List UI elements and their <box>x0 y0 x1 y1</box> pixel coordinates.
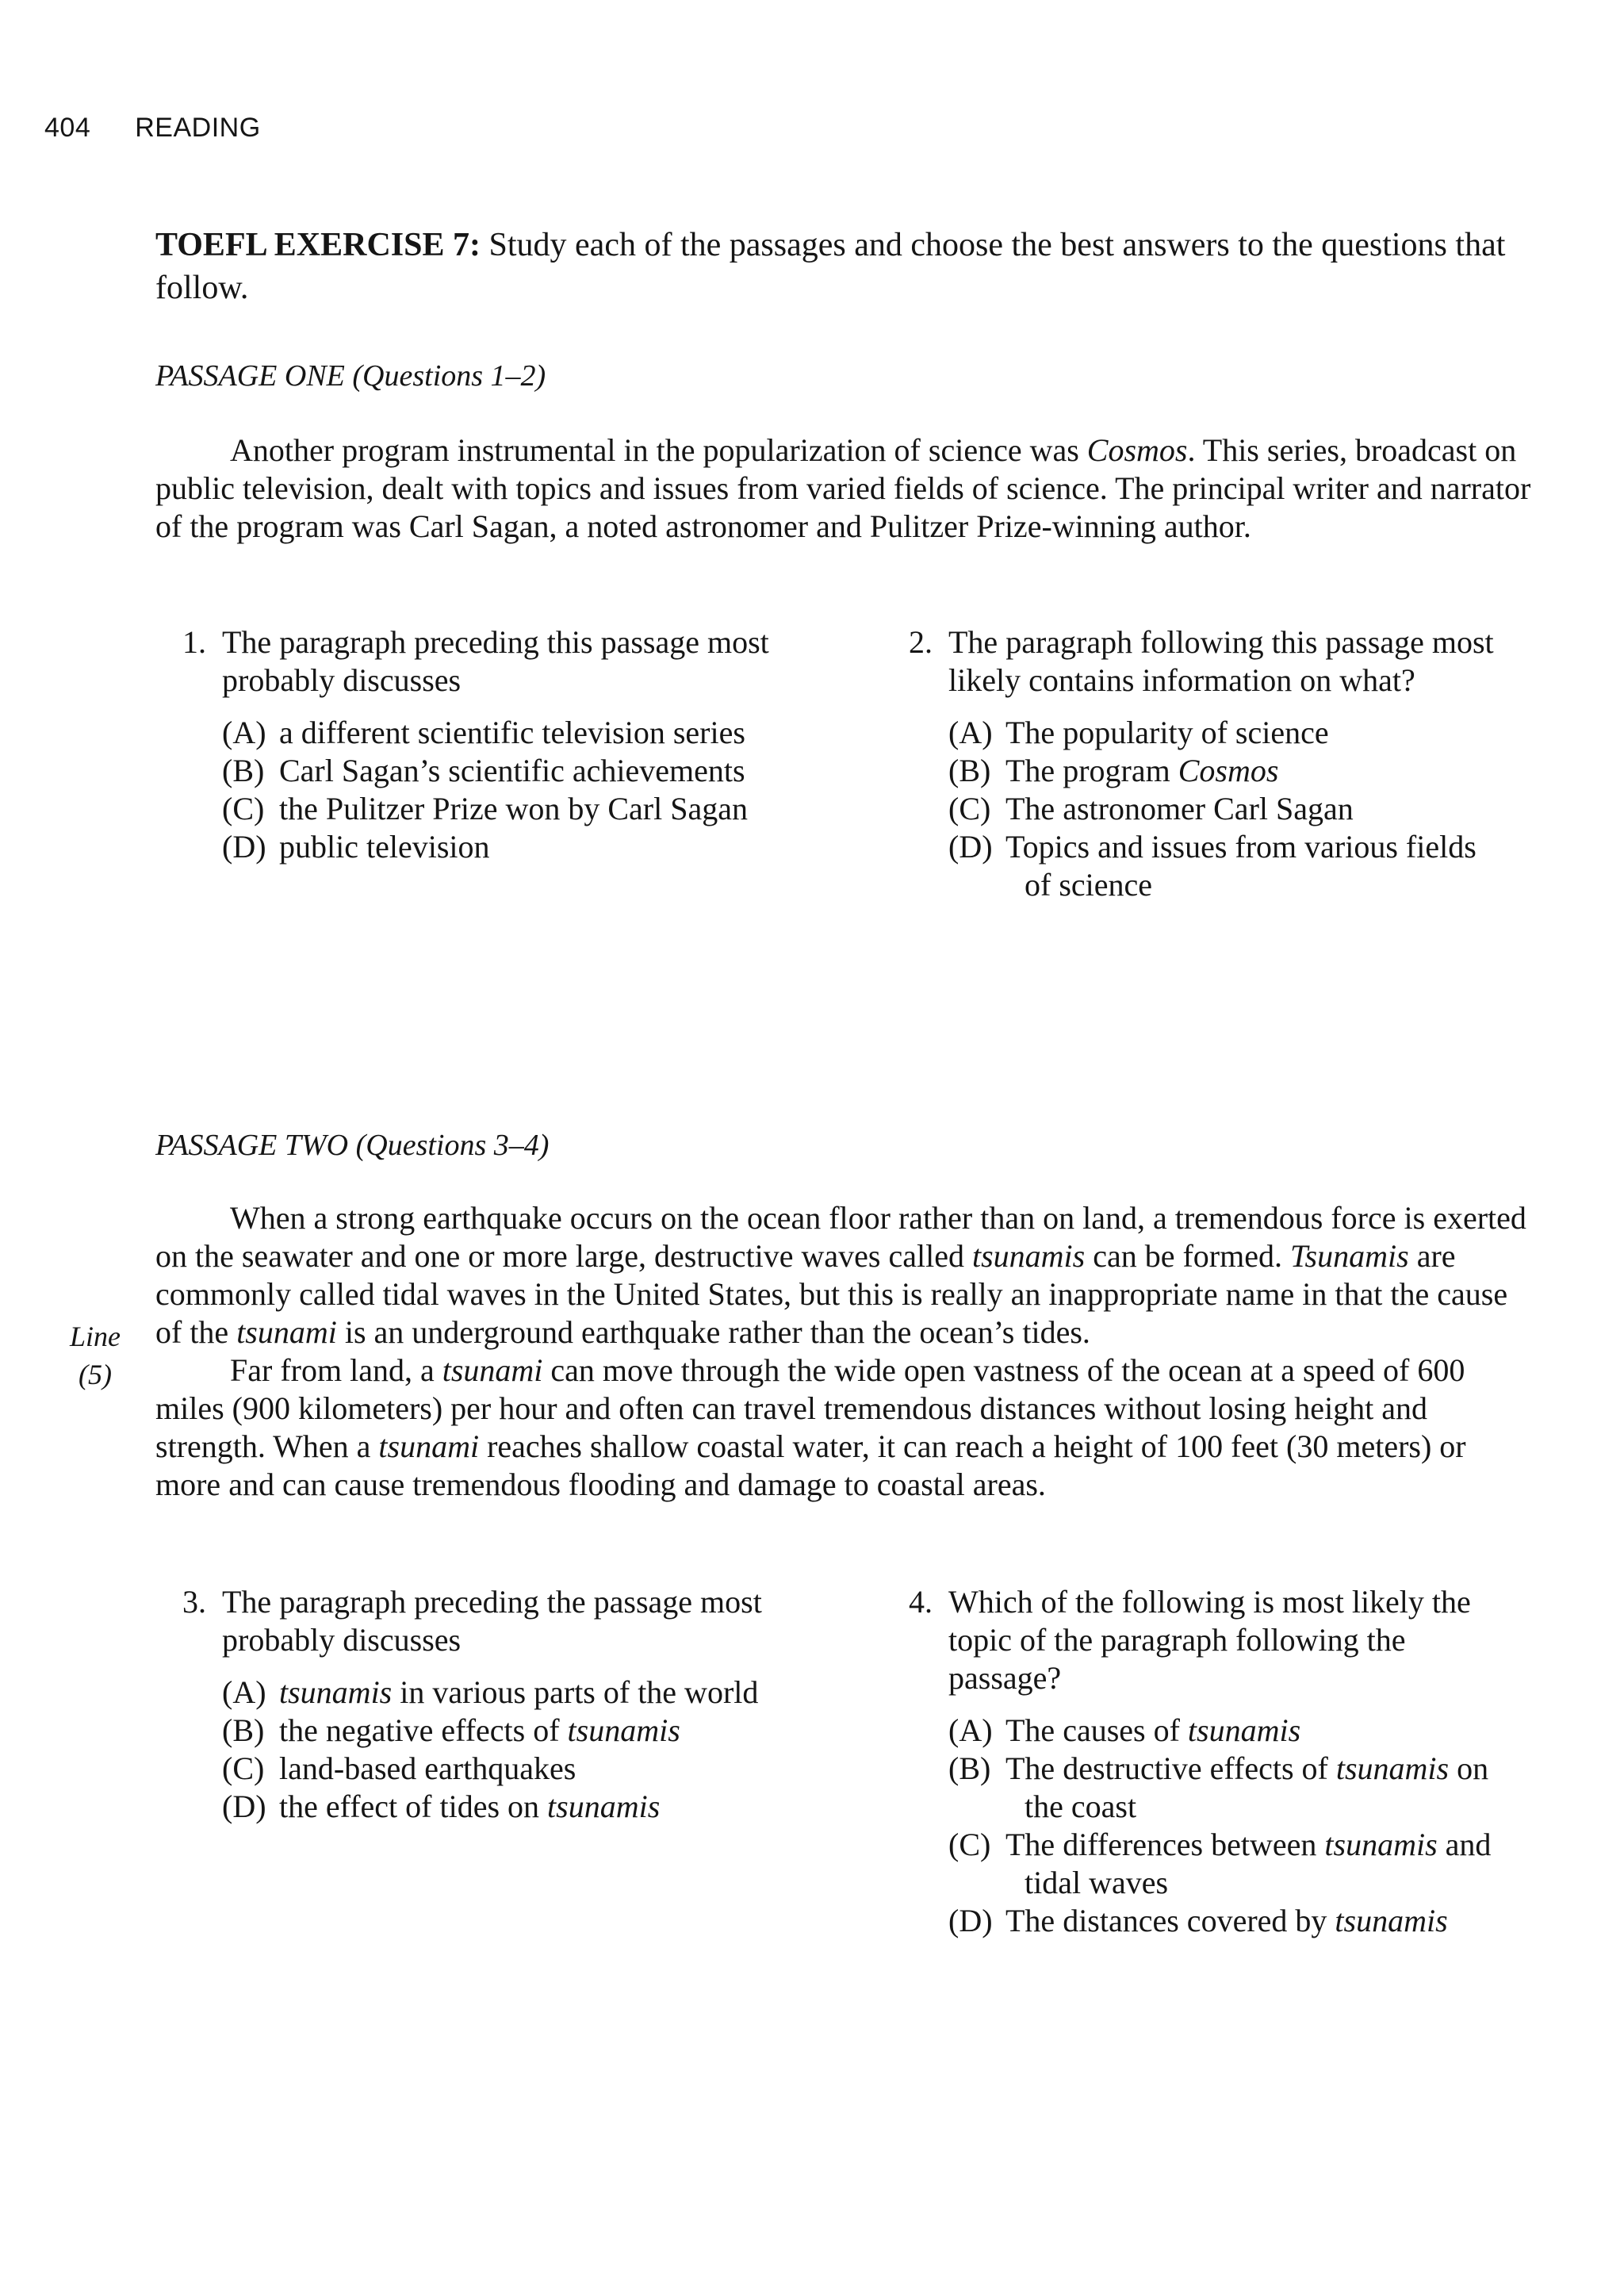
answer-option <box>882 752 1500 790</box>
text-run: When a strong earthquake occurs on the ocean floor rather than on land, a tremendous force is exerted on the seawater and one or more large, destructive waves called <box>155 1200 1526 1274</box>
option-text <box>279 715 745 750</box>
answer-option <box>155 714 774 752</box>
question-stem-text: The paragraph preceding the passage most probably discusses <box>222 1584 762 1658</box>
option-letter: (C) <box>222 791 265 826</box>
option-letter: (B) <box>948 1750 991 1786</box>
option-text <box>1005 715 1329 750</box>
text-run: The program <box>1005 753 1178 788</box>
text-run: and tidal waves <box>1025 1827 1492 1900</box>
option-letter: (C) <box>948 1827 991 1862</box>
question-number: 4. <box>909 1584 933 1620</box>
option-letter: (C) <box>948 791 991 826</box>
question-stem <box>155 623 774 700</box>
text-run: are commonly called tidal waves in the United States, but this is really an inappropriate name in that the cause of the <box>155 1238 1508 1350</box>
text-run: the negative effects of <box>279 1712 568 1748</box>
question-stem-text: Which of the following is most likely the topic of the paragraph following the passage? <box>948 1584 1471 1696</box>
option-letter: (B) <box>222 1712 265 1748</box>
option-text <box>279 791 748 826</box>
question-stem <box>155 1583 774 1659</box>
italic-term: tsunamis <box>971 1238 1086 1274</box>
italic-term: tsunamis <box>1324 1827 1438 1862</box>
text-run: Another program instrumental in the popularization of science was <box>230 432 1087 468</box>
italic-term: tsunami <box>442 1352 543 1388</box>
text-run: The astronomer Carl Sagan <box>1005 791 1354 826</box>
question-number: 3. <box>182 1584 206 1620</box>
answer-option <box>155 790 774 828</box>
passage-paragraph <box>155 431 1535 546</box>
text-run: on the coast <box>1025 1750 1489 1824</box>
option-text <box>1005 1903 1448 1938</box>
italic-term: tsunamis <box>1187 1712 1301 1748</box>
answer-option <box>882 828 1500 904</box>
passage-paragraph <box>155 1199 1535 1352</box>
italic-term: tsunamis <box>1335 1903 1448 1938</box>
option-text <box>1005 1712 1300 1748</box>
option-text <box>279 753 745 788</box>
option-text <box>1005 1827 1491 1900</box>
option-letter: (D) <box>222 1789 266 1824</box>
running-head <box>44 113 261 144</box>
question-1 <box>155 623 774 866</box>
italic-term: tsunami <box>236 1314 337 1350</box>
passage-one-heading: PASSAGE ONE (Questions 1–2) <box>155 359 546 393</box>
text-run: . This series, broadcast on public television, dealt with topics and issues from varied fields of science. The principal writer and narrator of the program was Carl Sagan, a noted astronomer and Pulitzer Prize-winning author. <box>155 432 1531 544</box>
answer-options <box>155 714 774 866</box>
answer-option <box>882 1712 1500 1750</box>
italic-term: tsunamis <box>547 1789 661 1824</box>
question-stem <box>882 1583 1500 1697</box>
text-run: reaches shallow coastal water, it can reach a height of 100 feet (30 meters) or more and can cause tremendous flooding and damage to coastal areas. <box>155 1428 1466 1502</box>
italic-term: tsunamis <box>1335 1750 1450 1786</box>
question-stem <box>882 623 1500 700</box>
answer-option <box>882 790 1500 828</box>
text-run: The destructive effects of <box>1005 1750 1336 1786</box>
option-text <box>279 1712 680 1748</box>
italic-term: Cosmos <box>1178 753 1279 788</box>
exercise-instruction <box>155 224 1527 309</box>
page-number: 404 <box>44 113 91 143</box>
passage-paragraph <box>155 1352 1535 1504</box>
text-run: the Pulitzer Prize won by Carl Sagan <box>279 791 748 826</box>
option-text <box>1005 753 1278 788</box>
answer-option <box>155 828 774 866</box>
option-text <box>279 1750 576 1786</box>
answer-option <box>155 1750 774 1788</box>
text-run: The differences between <box>1005 1827 1325 1862</box>
question-stem-text: The paragraph preceding this passage most probably discusses <box>222 624 769 698</box>
line-number-5: (5) <box>79 1359 112 1390</box>
answer-options <box>155 1674 774 1826</box>
text-run: in various parts of the world <box>392 1674 759 1710</box>
option-letter: (B) <box>222 753 265 788</box>
exercise-text: Study each of the passages and choose the best answers to the questions that follow. <box>155 227 1506 306</box>
answer-option <box>882 1902 1500 1940</box>
answer-option <box>155 1674 774 1712</box>
exercise-label: TOEFL EXERCISE 7: <box>155 227 481 263</box>
option-letter: (A) <box>948 1712 993 1748</box>
italic-term: Cosmos <box>1086 432 1188 468</box>
section-title: READING <box>135 113 261 143</box>
passage-two-heading: PASSAGE TWO (Questions 3–4) <box>155 1129 550 1162</box>
question-number: 2. <box>909 624 933 660</box>
option-letter: (D) <box>948 829 993 865</box>
text-run: The distances covered by <box>1005 1903 1335 1938</box>
option-text <box>1005 829 1477 903</box>
question-3 <box>155 1583 774 1826</box>
italic-term: tsunamis <box>567 1712 680 1748</box>
option-letter: (B) <box>948 753 991 788</box>
text-run: public television <box>279 829 490 865</box>
answer-options <box>882 1712 1500 1940</box>
option-text <box>279 829 490 865</box>
question-2 <box>882 623 1500 904</box>
text-run: a different scientific television series <box>279 715 745 750</box>
text-run: Far from land, a <box>230 1352 442 1388</box>
italic-term: Tsunamis <box>1289 1238 1409 1274</box>
answer-option <box>155 1712 774 1750</box>
passage-one-text <box>155 431 1535 546</box>
option-text <box>1005 791 1354 826</box>
option-text <box>279 1789 660 1824</box>
text-run: the effect of tides on <box>279 1789 548 1824</box>
text-run: Carl Sagan’s scientific achievements <box>279 753 745 788</box>
text-run: The causes of <box>1005 1712 1188 1748</box>
option-text <box>279 1674 758 1710</box>
option-letter: (A) <box>222 715 266 750</box>
passage-two-text <box>155 1199 1535 1504</box>
text-run: can be formed. <box>1085 1238 1290 1274</box>
answer-option <box>882 1826 1500 1902</box>
answer-option <box>155 752 774 790</box>
option-letter: (A) <box>222 1674 266 1710</box>
italic-term: tsunamis <box>279 1674 393 1710</box>
answer-option <box>882 714 1500 752</box>
question-stem-text: The paragraph following this passage most likely contains information on what? <box>948 624 1494 698</box>
text-run: Topics and issues from various fields of science <box>1005 829 1477 903</box>
answer-option <box>882 1750 1500 1826</box>
question-4 <box>882 1583 1500 1940</box>
option-text <box>1005 1750 1488 1824</box>
option-letter: (C) <box>222 1750 265 1786</box>
option-letter: (A) <box>948 715 993 750</box>
answer-options <box>882 714 1500 904</box>
option-letter: (D) <box>948 1903 993 1938</box>
question-number: 1. <box>182 624 206 660</box>
line-label: Line <box>69 1321 121 1352</box>
text-run: is an underground earthquake rather than the ocean’s tides. <box>336 1314 1090 1350</box>
text-run: can move through the wide open vastness of the ocean at a speed of 600 miles (900 kilometers) per hour and often can travel tremendous distances without losing height and strength. When a <box>155 1352 1465 1464</box>
italic-term: tsunami <box>378 1428 480 1464</box>
answer-option <box>155 1788 774 1826</box>
text-run: The popularity of science <box>1005 715 1329 750</box>
text-run: land-based earthquakes <box>279 1750 576 1786</box>
option-letter: (D) <box>222 829 266 865</box>
